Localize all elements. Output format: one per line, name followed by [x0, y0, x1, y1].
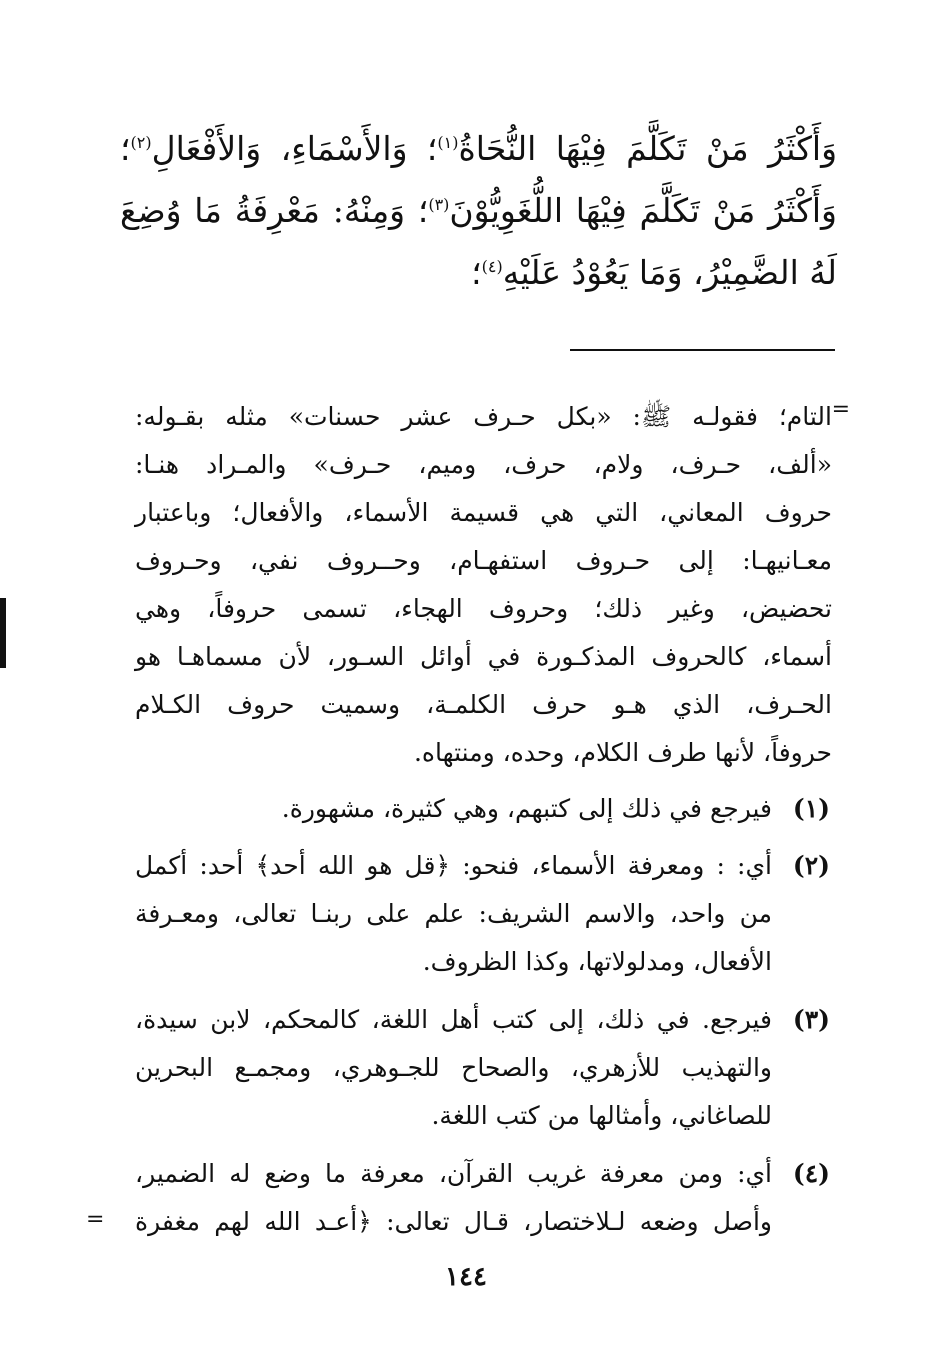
page-number: ١٤٤	[445, 1262, 487, 1292]
footnote-number-3: (٣)	[792, 1005, 830, 1034]
footnote-line: الأفعال، ومدلولاتها، وكذا الظروف.	[422, 947, 772, 976]
main-line-2: وَأَكْثَرُ مَنْ تَكَلَّمَ فِيْهَا اللُّغَوِيُّوْنَ$^{(٣)}$؛ وَمِنْهُ: مَعْرِفَةُ مَا وُضِعَ	[120, 191, 837, 230]
footnote-ref-1[interactable]: (١)	[437, 133, 459, 152]
footnote-number-1: (١)	[792, 794, 830, 823]
main-line-1: وَأَكْثَرُ مَنْ تَكَلَّمَ فِيْهَا النُّحَاةُ$^{(١)}$؛ وَالأَسْمَاءِ، وَالأَفْعَالِ$^{(٢)}$؛	[120, 129, 838, 168]
footnote-line: من واحد، والاسم الشريف: علم على ربنـا تعالى، ومعـرفة	[135, 899, 772, 928]
footnote-line: الحـرف، الذي هـو حرف الكلمـة، وسميت حروف الكـلام	[135, 690, 832, 719]
footnote-line: وأصل وضعه لـلاختصار، قـال تعالى: ﴿أعـد الله لهم مغفرة	[135, 1207, 772, 1236]
footnote-line: أسماء، كالحروف المذكـورة في أوائل السـور، لأن مسماهـا هو	[135, 642, 832, 671]
footnote-line: أي: ومن معرفة غريب القرآن، معرفة ما وضع له الضمير،	[135, 1159, 772, 1188]
footnote-line: معـانيهـا: إلى حـروف استفهـام، وحــروف نفي، وحـروف	[135, 546, 832, 575]
continued-footnote	[135, 393, 832, 777]
footnote-2	[135, 842, 772, 986]
footnote-line: والتهذيب للأزهري، والصحاح للجـوهري، ومجمـع البحرين	[135, 1053, 772, 1082]
footnote-line: للصاغاني، وأمثالها من كتب اللغة.	[431, 1101, 772, 1130]
footnote-4	[135, 1150, 772, 1246]
footnote-number-4: (٤)	[792, 1159, 830, 1188]
footnote-ref-3[interactable]: (٣)	[428, 195, 450, 214]
footnote-line: أي: : ومعرفة الأسماء، فنحو: ﴿قل هو الله أحد﴾ أحد: أكمل	[135, 851, 772, 880]
scan-edge-mark	[0, 598, 6, 668]
footnote-line: التام؛ فقولـه ﷺ: «بكل حـرف عشر حسنات» مثله بقـوله:	[135, 402, 832, 431]
footnote-line: حروفاً، لأنها طرف الكلام، وحده، ومنتهاه.	[413, 738, 832, 767]
footnote-line: حروف المعاني، التي هي قسيمة الأسماء، والأفعال؛ وباعتبار	[135, 498, 832, 527]
footnote-number-2: (٢)	[792, 851, 830, 880]
footnote-3	[135, 996, 772, 1140]
main-line-3: لَهُ الضَّمِيْرُ، وَمَا يَعُوْدُ عَلَيْهِ$^{(٤)}$؛	[471, 253, 837, 292]
footnote-line: فيرجع في ذلك إلى كتبهم، وهي كثيرة، مشهورة.	[281, 794, 772, 823]
main-text-block	[120, 118, 837, 304]
footnote-line: «ألف، حـرف، ولام، حرف، وميم، حـرف» والمـراد هنـا:	[135, 450, 832, 479]
footnote-line: تحضيض، وغير ذلك؛ وحروف الهجاء، تسمى حروفاً، وهي	[135, 594, 832, 623]
continuation-mark: =	[831, 397, 850, 422]
footnote-separator	[570, 349, 835, 351]
footnote-ref-4[interactable]: (٤)	[481, 257, 503, 276]
footnote-line: فيرجع. في ذلك، إلى كتب أهل اللغة، كالمحكم، لابن سيدة،	[135, 1005, 772, 1034]
end-continuation-mark: =	[86, 1207, 105, 1232]
footnote-ref-2[interactable]: (٢)	[130, 133, 152, 152]
footnote-1	[135, 785, 772, 833]
